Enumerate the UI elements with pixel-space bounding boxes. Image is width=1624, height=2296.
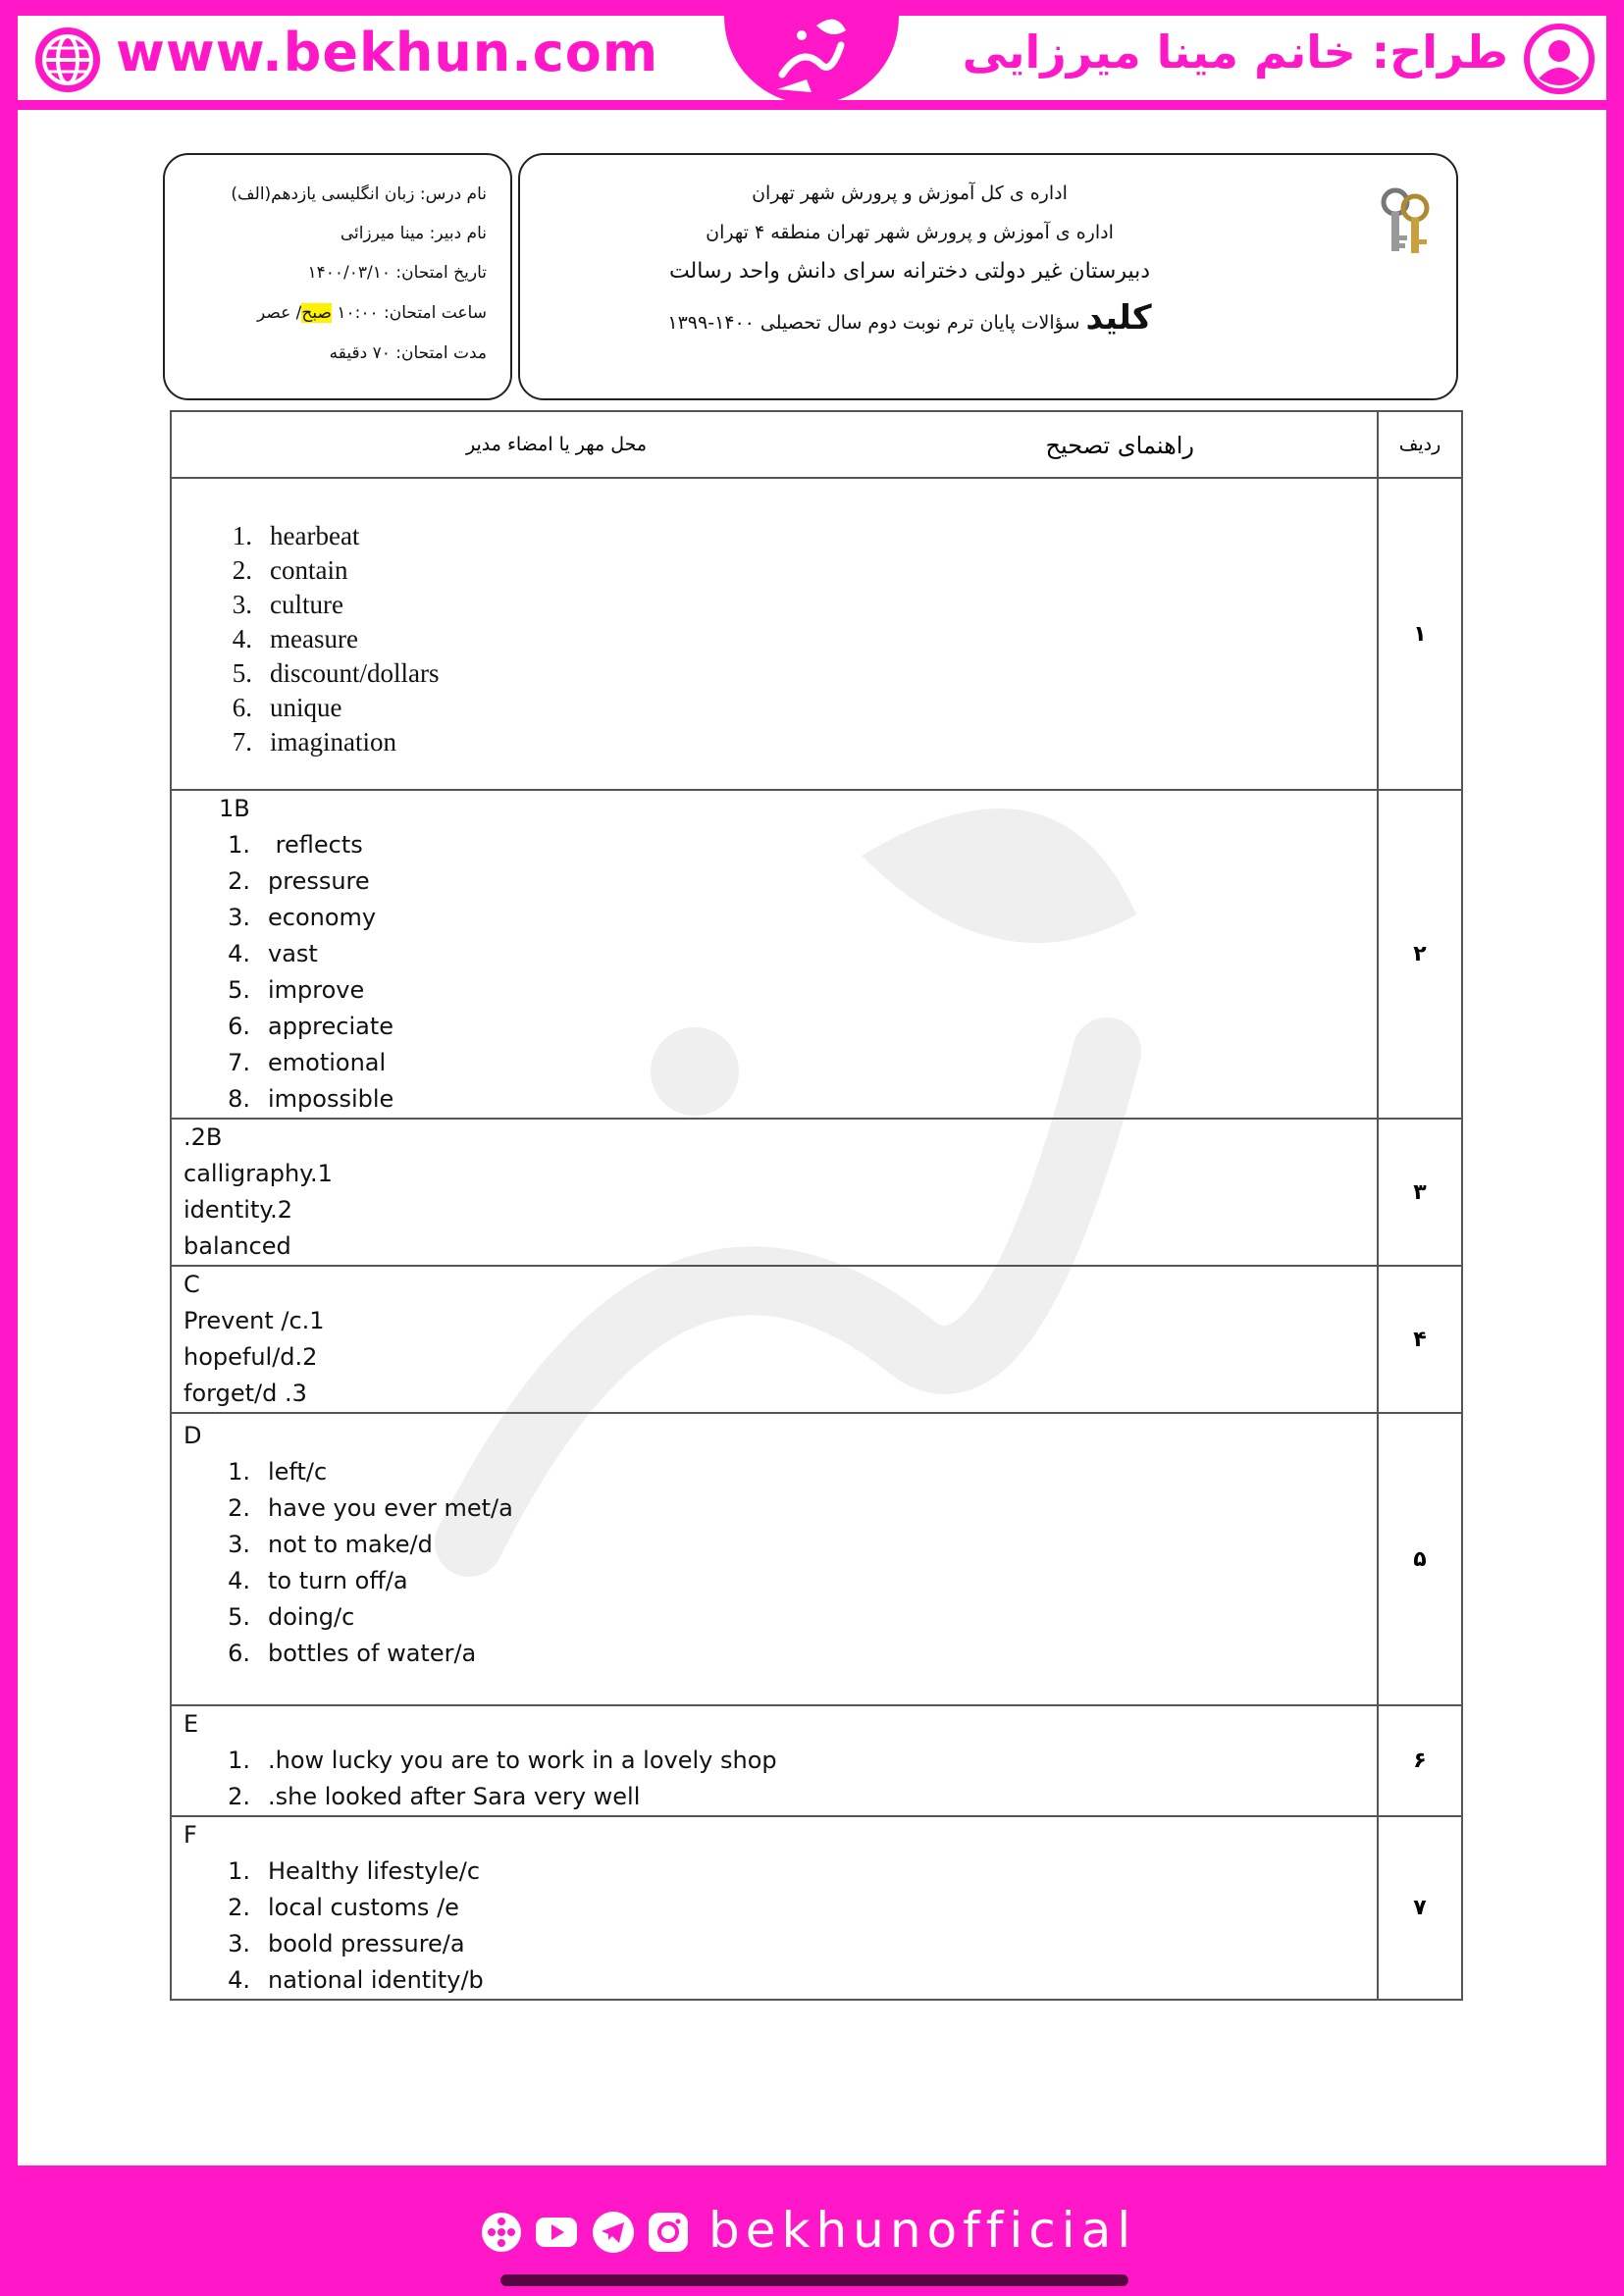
list-item: 3. economy [228,904,377,931]
list-item: balanced [183,1232,291,1260]
list-item: C [183,1271,200,1298]
answer-cell [171,1413,1378,1705]
list-item: 3. not to make/d [228,1531,433,1558]
list-item: 4. measure [232,623,358,653]
answer-cell [171,1816,1378,2000]
list-item: 7. emotional [228,1049,387,1076]
telegram-icon[interactable] [591,2210,636,2255]
table-row [171,1816,1462,2000]
list-item: forget/d .3 [183,1380,307,1407]
list-item: .2B [183,1123,223,1151]
row-number: ۲ [1378,790,1462,1119]
section-label: F [183,1821,197,1849]
list-item: 2. contain [232,554,348,585]
list-item: 1. .how lucky you are to work in a lovely shop [228,1747,777,1774]
section-label: E [183,1710,199,1738]
list-item: 4. to turn off/a [228,1567,408,1594]
exam-key-page [18,110,1606,2166]
list-item: 1. Healthy lifestyle/c [228,1857,481,1885]
keys-icon [1376,184,1435,263]
table-row [171,790,1462,1119]
exam-time-prefix: ساعت امتحان: ۱۰:۰۰ [337,303,487,323]
table-row [171,1119,1462,1266]
list-item: 1. left/c [228,1458,328,1486]
user-icon [1522,22,1597,96]
row-column-header: ردیف [1378,411,1462,478]
social-handle[interactable]: bekhunofficial [708,2202,1137,2259]
social-bar [457,2190,1166,2274]
school-name: دبیرستان غیر دولتی دخترانه سرای دانش واحد رسالت [668,259,1151,284]
list-item: 3. culture [232,589,343,619]
list-item: 6. unique [232,692,342,722]
exam-title-line [442,298,1378,338]
exam-header-box [518,153,1458,400]
list-item: 2. local customs /e [228,1894,459,1921]
table-row [171,1705,1462,1816]
globe-icon [31,24,104,96]
designer-credit: طراح: خانم مینا میرزایی [962,26,1508,78]
row-number: ۳ [1378,1119,1462,1266]
table-row [171,1413,1462,1705]
top-banner [0,0,1624,110]
list-item: 2. .she looked after Sara very well [228,1783,641,1810]
table-row [171,1266,1462,1413]
list-item: 1. hearbeat [232,520,360,550]
answer-cell [171,1119,1378,1266]
list-item: 5. doing/c [228,1603,355,1631]
key-label: کلید [1085,298,1152,338]
bekhun-logo-icon [762,6,861,100]
section-label: 1B [219,795,250,822]
list-item: 2. have you ever met/a [228,1494,513,1522]
table-row [171,478,1462,790]
list-item: calligraphy.1 [183,1160,333,1187]
website-link[interactable]: www.bekhun.com [116,22,659,83]
exam-time-morning: صبح [301,303,332,323]
list-item: 5. improve [228,976,365,1004]
course-name: نام درس: زبان انگلیسی یازدهم(الف) [231,184,487,204]
list-item: 4. national identity/b [228,1966,484,1994]
list-item: identity.2 [183,1196,293,1224]
row-number: ۷ [1378,1816,1462,2000]
row-number: ۵ [1378,1413,1462,1705]
list-item: 7. imagination [232,726,396,757]
list-item: 5. discount/dollars [232,657,440,688]
table-header-row [171,411,1462,478]
org-line-2: اداره ی آموزش و پرورش شهر تهران منطقه ۴ تهران [706,222,1114,243]
list-item: 2. pressure [228,867,370,895]
exam-time [257,303,487,323]
exam-title: سؤالات پایان ترم نوبت دوم سال تحصیلی ۱۴۰۰-۱۳۹۹ [667,312,1080,334]
teacher-name: نام دبیر: مینا میرزائی [340,224,487,243]
list-item: Prevent /c.1 [183,1307,325,1334]
signature-column-header: محل مهر یا امضاء مدیر [466,434,648,455]
guide-column-header: راهنمای تصحیح [1045,432,1194,459]
list-item: 6. bottles of water/a [228,1640,477,1667]
list-item: 3. boold pressure/a [228,1930,465,1957]
answer-key-table [170,410,1463,2001]
answer-cell [171,478,1378,790]
org-line-1: اداره ی کل آموزش و پرورش شهر تهران [752,183,1068,204]
list-item: hopeful/d.2 [183,1343,318,1371]
exam-info-box [163,153,512,400]
exam-duration: مدت امتحان: ۷۰ دقیقه [329,343,487,363]
exam-time-suffix: / عصر [256,303,302,323]
answer-cell [171,1705,1378,1816]
reel-icon[interactable] [479,2210,524,2255]
list-item: 8. impossible [228,1085,394,1113]
row-number: ۶ [1378,1705,1462,1816]
list-item: 6. appreciate [228,1013,394,1040]
list-item: 4. vast [228,940,318,967]
exam-date: تاریخ امتحان: ۱۴۰۰/۰۳/۱۰ [307,263,487,283]
answer-cell [171,1266,1378,1413]
instagram-icon[interactable] [646,2210,691,2255]
footer-shadow [500,2274,1128,2286]
row-number: ۴ [1378,1266,1462,1413]
row-number: ۱ [1378,478,1462,790]
list-item: 1. reflects [228,831,363,859]
youtube-icon[interactable] [534,2210,579,2255]
guide-header-cell [171,411,1378,478]
section-label: D [183,1422,202,1449]
answer-cell [171,790,1378,1119]
